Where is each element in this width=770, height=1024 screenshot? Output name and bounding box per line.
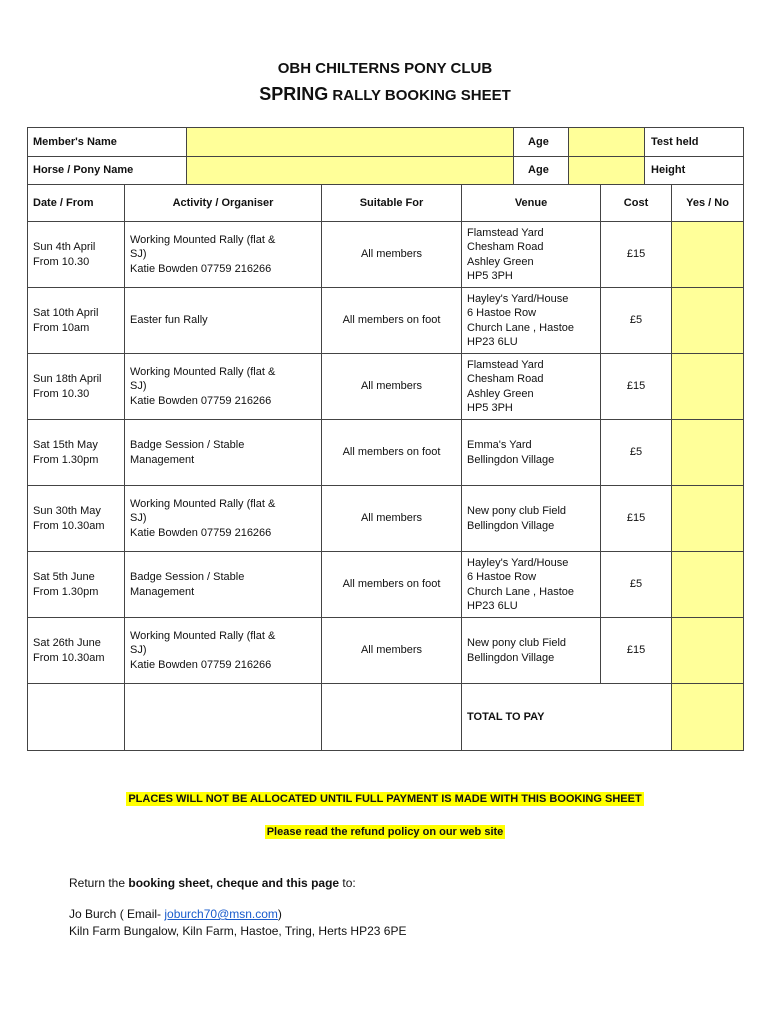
rally-date: Sat 10th April From 10am xyxy=(28,288,125,354)
rally-cost: £15 xyxy=(601,354,672,420)
test-held-label: Test held xyxy=(645,128,744,157)
total-empty-suitable xyxy=(322,684,462,751)
rally-suitable: All members xyxy=(322,222,462,288)
rally-activity: Working Mounted Rally (flat & SJ) Katie Bowden 07759 216266 xyxy=(125,618,322,684)
rally-venue: Emma's Yard Bellingdon Village xyxy=(462,420,601,486)
col-suitable: Suitable For xyxy=(322,185,462,222)
horse-name-label: Horse / Pony Name xyxy=(28,157,187,185)
rally-activity: Badge Session / Stable Management xyxy=(125,420,322,486)
rally-yes-no-field[interactable] xyxy=(672,486,744,552)
rally-cost: £5 xyxy=(601,420,672,486)
rally-venue: Hayley's Yard/House 6 Hastoe Row Church Lane , Hastoe HP23 6LU xyxy=(462,288,601,354)
rally-date: Sat 5th June From 1.30pm xyxy=(28,552,125,618)
refund-notice-text: Please read the refund policy on our web site xyxy=(266,826,504,838)
age-field[interactable] xyxy=(569,128,645,157)
rally-venue: Flamstead Yard Chesham Road Ashley Green HP5 3PH xyxy=(462,222,601,288)
subtitle-season: SPRING xyxy=(259,84,329,104)
rally-cost: £5 xyxy=(601,552,672,618)
age-label: Age xyxy=(514,128,569,157)
rally-activity: Working Mounted Rally (flat & SJ) Katie Bowden 07759 216266 xyxy=(125,486,322,552)
rally-cost: £15 xyxy=(601,486,672,552)
rally-activity: Working Mounted Rally (flat & SJ) Katie Bowden 07759 216266 xyxy=(125,222,322,288)
rally-row xyxy=(28,420,744,486)
rally-suitable: All members xyxy=(322,354,462,420)
rally-row xyxy=(28,354,744,420)
rally-yes-no-field[interactable] xyxy=(672,222,744,288)
rally-row xyxy=(28,618,744,684)
total-empty-activity xyxy=(125,684,322,751)
rally-date: Sun 18th April From 10.30 xyxy=(28,354,125,420)
rally-venue: Flamstead Yard Chesham Road Ashley Green HP5 3PH xyxy=(462,354,601,420)
rally-cost: £5 xyxy=(601,288,672,354)
column-header-row xyxy=(28,185,744,222)
rally-suitable: All members on foot xyxy=(322,288,462,354)
rally-date: Sun 4th April From 10.30 xyxy=(28,222,125,288)
col-cost: Cost xyxy=(601,185,672,222)
rally-yes-no-field[interactable] xyxy=(672,354,744,420)
contact-name-suffix: ) xyxy=(277,907,282,921)
members-name-field[interactable] xyxy=(187,128,514,157)
rally-venue: New pony club Field Bellingdon Village xyxy=(462,618,601,684)
rally-row xyxy=(28,222,744,288)
rally-row xyxy=(28,288,744,354)
page-title: OBH CHILTERNS PONY CLUB xyxy=(277,60,493,77)
booking-table xyxy=(27,127,744,751)
rally-venue: New pony club Field Bellingdon Village xyxy=(462,486,601,552)
col-yes-no: Yes / No xyxy=(672,185,744,222)
rally-suitable: All members xyxy=(322,618,462,684)
rally-yes-no-field[interactable] xyxy=(672,288,744,354)
return-bold: booking sheet, cheque and this page xyxy=(128,876,340,890)
return-suffix: to: xyxy=(339,876,356,890)
contact-address: Kiln Farm Bungalow, Kiln Farm, Hastoe, Tring, Herts HP23 6PE xyxy=(69,924,407,938)
horse-age-label: Age xyxy=(514,157,569,185)
rally-activity: Easter fun Rally xyxy=(125,288,322,354)
rally-cost: £15 xyxy=(601,222,672,288)
return-prefix: Return the xyxy=(69,876,129,890)
total-empty-date xyxy=(28,684,125,751)
subtitle-rest: RALLY BOOKING SHEET xyxy=(328,87,511,104)
rally-suitable: All members on foot xyxy=(322,552,462,618)
rally-activity: Working Mounted Rally (flat & SJ) Katie Bowden 07759 216266 xyxy=(125,354,322,420)
rally-yes-no-field[interactable] xyxy=(672,552,744,618)
total-label: TOTAL TO PAY xyxy=(462,684,672,751)
rally-suitable: All members on foot xyxy=(322,420,462,486)
contact-name-prefix: Jo Burch ( Email- xyxy=(69,907,165,921)
payment-notice-text: PLACES WILL NOT BE ALLOCATED UNTIL FULL PAYMENT IS MADE WITH THIS BOOKING SHEET xyxy=(128,793,642,805)
refund-notice xyxy=(0,826,770,838)
rally-row xyxy=(28,486,744,552)
horse-name-row xyxy=(28,157,744,185)
rally-date: Sun 30th May From 10.30am xyxy=(28,486,125,552)
member-name-row xyxy=(28,128,744,157)
rally-yes-no-field[interactable] xyxy=(672,618,744,684)
height-label: Height xyxy=(645,157,744,185)
rally-activity: Badge Session / Stable Management xyxy=(125,552,322,618)
rally-rows xyxy=(28,222,744,684)
payment-notice xyxy=(0,793,770,805)
rally-venue: Hayley's Yard/House 6 Hastoe Row Church Lane , Hastoe HP23 6LU xyxy=(462,552,601,618)
contact-email-link[interactable]: joburch70@msn.com xyxy=(164,907,278,921)
col-activity: Activity / Organiser xyxy=(125,185,322,222)
members-name-label: Member's Name xyxy=(28,128,187,157)
total-field[interactable] xyxy=(672,684,744,751)
rally-date: Sat 15th May From 1.30pm xyxy=(28,420,125,486)
contact-name xyxy=(69,907,282,921)
return-instruction xyxy=(69,876,356,890)
col-venue: Venue xyxy=(462,185,601,222)
horse-name-field[interactable] xyxy=(187,157,514,185)
rally-row xyxy=(28,552,744,618)
rally-suitable: All members xyxy=(322,486,462,552)
rally-date: Sat 26th June From 10.30am xyxy=(28,618,125,684)
horse-age-field[interactable] xyxy=(569,157,645,185)
page-subtitle xyxy=(0,84,770,105)
total-row xyxy=(28,684,744,751)
rally-cost: £15 xyxy=(601,618,672,684)
rally-yes-no-field[interactable] xyxy=(672,420,744,486)
col-date: Date / From xyxy=(28,185,125,222)
